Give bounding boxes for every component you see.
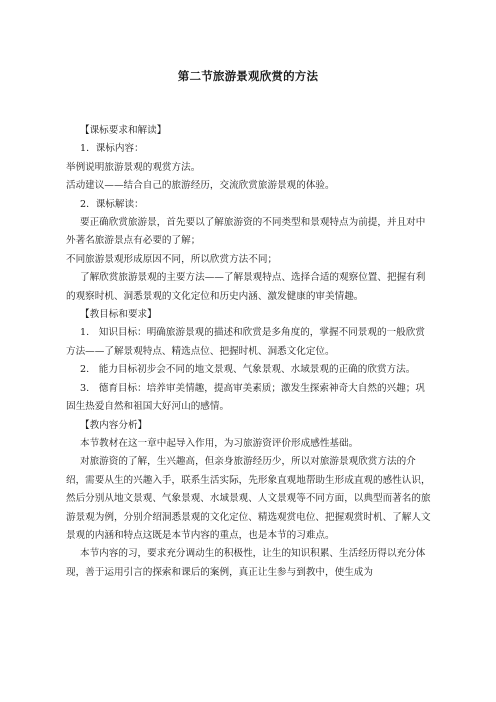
paragraph: 本节教材在这一章中起导入作用，为习旅游资评价形成感性基础。	[80, 437, 359, 449]
goal-knowledge: 1. 知识目标：明确旅游景观的描述和欣赏是多角度的，掌握不同景观的一般欣赏方法——了解景观特点、精选点位、把握时机、洞悉文化定位。	[66, 327, 425, 357]
section-heading-content-analysis: 【教内容分析】	[80, 419, 148, 431]
goal-moral: 3. 德育目标：培养审美情趣，提高审美素质；激发生探索神奇大自然的兴趣；巩固生热爱自然和祖国大好河山的感情。	[66, 382, 425, 413]
paragraph: 了解欣赏旅游景观的主要方法——了解景观特点、选择合适的观察位置、把握有利的观察时机、洞悉景观的文化定位和历史内涵、激发健康的审美情趣。	[66, 272, 426, 302]
paragraph: 活动建议——结合自己的旅游经历，交流欣赏旅游景观的体验。	[66, 180, 335, 192]
paragraph: 不同旅游景观形成原因不同，所以欣赏方法不同；	[66, 253, 278, 265]
subheading-interpretation: 2．课标解读：	[80, 198, 144, 210]
paragraph: 要正确欣赏旅游景，首先要以了解旅游资的不同类型和景观特点为前提，并且对中外著名旅游景点有必要的了解；	[66, 217, 426, 247]
section-heading-standards: 【课标要求和解读】	[80, 125, 167, 136]
subheading-content: 1．课标内容：	[80, 143, 144, 155]
goal-ability: 2. 能力目标初步会不同的地文景观、气象景观、水域景观的正确的欣赏方法。	[80, 364, 416, 376]
section-heading-goals: 【教目标和要求】	[80, 309, 157, 321]
page-title: 第二节旅游景观欣赏的方法	[177, 69, 319, 83]
document-body	[66, 122, 431, 582]
paragraph: 对旅游资的了解，生兴趣高，但亲身旅游经历少，所以对旅游景观欣赏方法的介绍，需要从生的兴趣入手，联系生活实际，先形象直观地帮助生形成直观的感性认识，然后分别从地文景观、气象景观、水域景观、人文景观等不同方面，以典型而著名的旅游景观为例，分别介绍洞悉景观的文化定位、精选观赏电位、把握观赏时机、了解人文景观的内涵和特点这既是本节内容的重点，也是本节的习难点。	[66, 456, 431, 541]
paragraph: 举例说明旅游景观的观赏方法。	[66, 161, 201, 173]
paragraph: 本节内容的习，要求充分调动生的积极性，让生的知识积累、生活经历得以充分体现，善于运用引言的探索和课后的案例，真正让生参与到教中，使生成为	[66, 548, 426, 578]
